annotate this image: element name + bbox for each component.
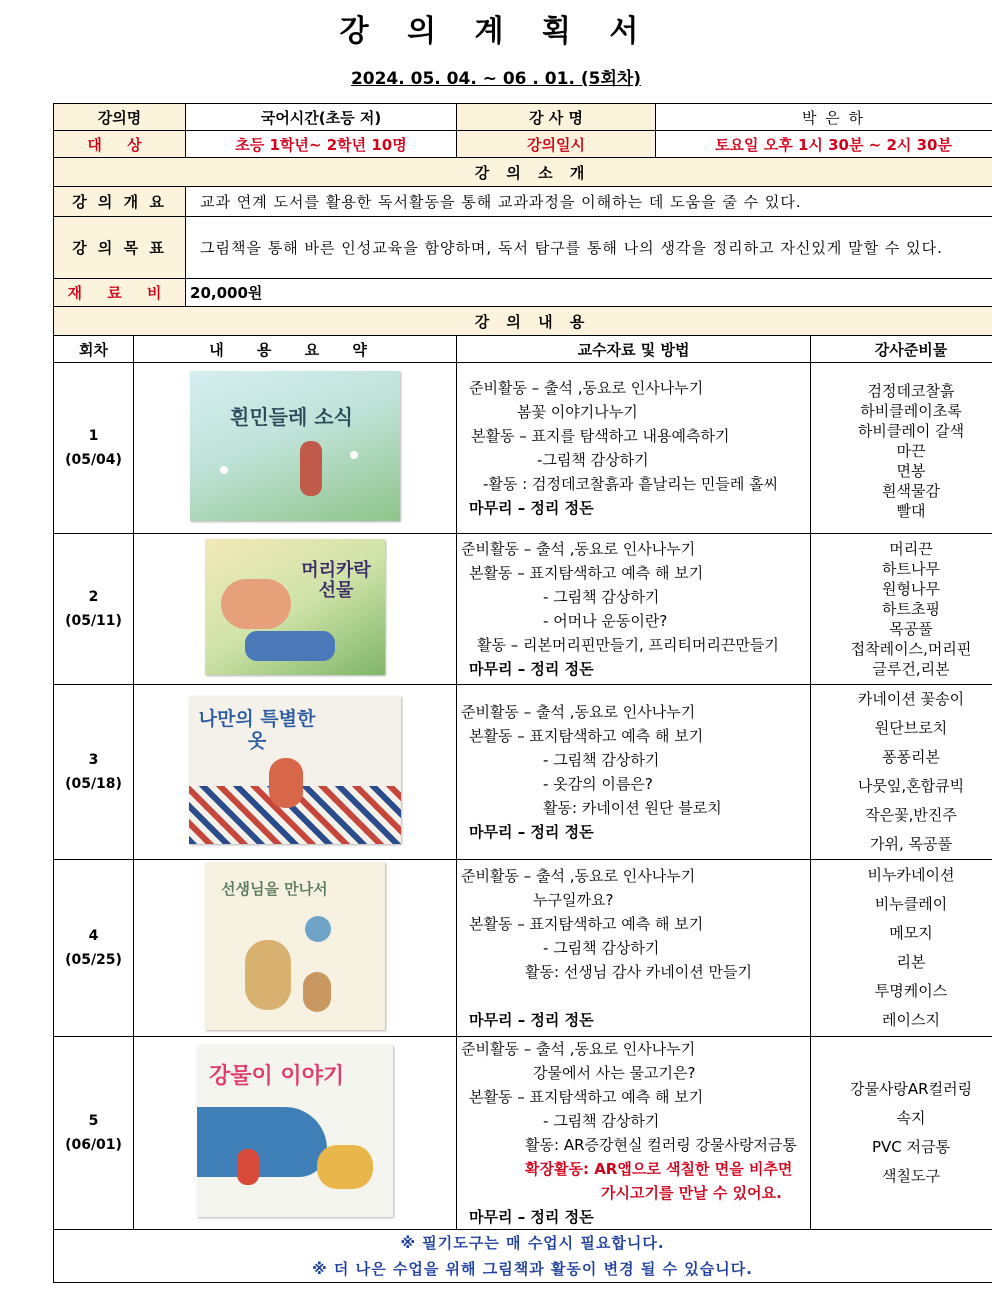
extension-activity-line: 확장활동: AR앱으로 색칠한 면을 비추면	[525, 1160, 793, 1178]
target-label: 대 상	[54, 131, 186, 158]
session-number: 2	[88, 589, 99, 605]
method-line: 준비활동 – 출석 ,동요로 인사나누기	[461, 1040, 696, 1058]
overview-label: 강 의 개 요	[54, 187, 186, 217]
method-line: - 어머나 운동이란?	[543, 612, 668, 630]
material-item: 메모지	[889, 924, 933, 942]
table-row	[54, 534, 992, 685]
method-line: 본활동 – 표지탐색하고 예측 해 보기	[469, 727, 704, 745]
material-item: 하비클레이 갈색	[857, 422, 965, 440]
teacher-value: 박 은 하	[656, 104, 992, 131]
material-item: 속지	[896, 1109, 926, 1127]
dandelion-seed-illustration	[350, 451, 358, 459]
material-item: 카네이션 꽃송이	[857, 690, 965, 708]
method-line: 본활동 – 표지탐색하고 예측 해 보기	[469, 1088, 704, 1106]
method-line: 본활동 – 표지탐색하고 예측 해 보기	[469, 915, 704, 933]
header-summary: 내 용 요 약	[134, 336, 457, 363]
session-number: 4	[88, 928, 99, 944]
method-line: 누구일까요?	[533, 891, 614, 909]
material-item: 검정데코찰흙	[867, 382, 955, 400]
session-date: (05/18)	[65, 776, 122, 792]
table-row	[54, 685, 992, 860]
material-item: 원형나무	[882, 580, 940, 598]
session-number-cell	[54, 363, 134, 534]
overview-text: 교과 연계 도서를 활용한 독서활동을 통해 교과과정을 이해하는 데 도움을 줄 수 있다.	[186, 187, 992, 217]
materials-cell	[811, 534, 992, 685]
material-item: 면봉	[896, 462, 926, 480]
goal-text: 그림책을 통해 바른 인성교육을 함양하며, 독서 탐구를 통해 나의 생각을 정리하고 자신있게 말할 수 있다.	[186, 217, 992, 279]
teacher-label: 강 사 명	[457, 104, 656, 131]
method-wrapup: 마무리 – 정리 정돈	[469, 660, 594, 678]
material-item: 리본	[896, 953, 926, 971]
book-cover-cell	[134, 363, 457, 534]
material-item: 비누클레이	[874, 895, 948, 913]
method-line: 본활동 – 표지를 탐색하고 내용예측하기	[471, 427, 730, 445]
method-line: - 옷감의 이름은?	[543, 775, 653, 793]
river-wave-illustration	[197, 1107, 327, 1177]
book-cover-image	[189, 696, 401, 844]
material-item: 투명케이스	[874, 982, 948, 1000]
method-line: 활동: 카네이션 원단 블로치	[543, 799, 722, 817]
session-number: 5	[88, 1113, 99, 1129]
intro-section-header: 강 의 소 개	[54, 158, 992, 187]
method-wrapup: 마무리 – 정리 정돈	[469, 1208, 594, 1226]
materials-cell	[811, 860, 992, 1037]
session-number-cell	[54, 534, 134, 685]
extension-activity-line: 가시고기를 만날 수 있어요.	[601, 1184, 782, 1202]
material-item: 나뭇잎,혼합큐빅	[857, 777, 965, 795]
header-methods: 교수자료 및 방법	[457, 336, 811, 363]
child-figure-illustration	[237, 1149, 259, 1185]
deer-illustration	[317, 1145, 373, 1189]
book-cover-cell	[134, 1037, 457, 1230]
method-line: - 그림책 감상하기	[543, 939, 660, 957]
table-row	[54, 363, 992, 534]
method-line: -활동 : 검정데코찰흙과 흩날리는 민들레 홀씨	[483, 475, 779, 493]
book-cover-cell	[134, 534, 457, 685]
material-item: 원단브로치	[874, 719, 948, 737]
book-title: 강물이 이야기	[209, 1064, 345, 1089]
session-number-cell	[54, 1037, 134, 1230]
methods-cell	[457, 534, 811, 685]
material-item: 흰색물감	[882, 482, 940, 500]
book-title: 나만의 특별한 옷	[198, 708, 316, 752]
materials-cell	[811, 685, 992, 860]
session-number: 3	[88, 752, 99, 768]
footer-note: ※ 필기도구는 매 수업시 필요합니다.	[400, 1234, 665, 1252]
material-item: 색칠도구	[882, 1167, 940, 1185]
material-item: 목공풀	[889, 620, 933, 638]
methods-cell	[457, 860, 811, 1037]
fee-label: 재 료 비	[54, 279, 186, 307]
method-line: -그림책 감상하기	[537, 451, 649, 469]
children-clothes-illustration	[245, 631, 335, 661]
method-wrapup: 마무리 – 정리 정돈	[469, 499, 594, 517]
table-row	[54, 860, 992, 1037]
material-item: 비누카네이션	[867, 866, 955, 884]
method-line: 준비활동 – 출석 ,동요로 인사나누기	[461, 540, 696, 558]
material-item: 머리끈	[889, 540, 933, 558]
session-number: 1	[88, 428, 99, 444]
schedule-label: 강의일시	[457, 131, 656, 158]
book-title: 흰민들레 소식	[230, 405, 353, 429]
goal-label: 강 의 목 표	[54, 217, 186, 279]
method-line: 활동: 선생님 감사 카네이션 만들기	[525, 963, 753, 981]
session-date: (05/04)	[65, 452, 122, 468]
dandelion-seed-illustration	[220, 466, 228, 474]
book-cover-image	[205, 862, 385, 1030]
book-cover-image	[197, 1045, 393, 1217]
material-item: 마끈	[896, 442, 926, 460]
book-title: 머리카락 선물	[301, 560, 371, 601]
material-item: 글루건,리본	[872, 660, 950, 678]
document-title: 강 의 계 획 서	[339, 14, 653, 49]
session-date: (05/25)	[65, 952, 122, 968]
material-item: 하비클레이초록	[860, 402, 962, 420]
material-item: 접착레이스,머리핀	[850, 640, 972, 658]
book-cover-image	[190, 371, 400, 521]
book-title: 선생님을 만나서	[221, 880, 328, 898]
content-section-header: 강 의 내 용	[54, 307, 992, 336]
target-value: 초등 1학년~ 2학년 10명	[186, 131, 457, 158]
session-date: (05/11)	[65, 613, 122, 629]
method-line: 봄꽃 이야기나누기	[517, 403, 638, 421]
method-line: 준비활동 – 출석 ,동요로 인사나누기	[469, 379, 704, 397]
material-item: 하트초핑	[882, 600, 940, 618]
materials-cell	[811, 1037, 992, 1230]
method-line: - 그림책 감상하기	[543, 751, 660, 769]
session-number-cell	[54, 685, 134, 860]
methods-cell	[457, 685, 811, 860]
header-session: 회차	[54, 336, 134, 363]
material-item: 작은꽃,반진주	[865, 806, 957, 824]
book-cover-cell	[134, 685, 457, 860]
header-materials: 강사준비물	[811, 336, 992, 363]
materials-cell	[811, 363, 992, 534]
session-number-cell	[54, 860, 134, 1037]
fee-value: 20,000원	[186, 279, 992, 307]
girl-figure-illustration	[269, 758, 303, 808]
book-cover-image	[205, 539, 385, 675]
course-name-label: 강의명	[54, 104, 186, 131]
globe-balloon-illustration	[305, 916, 331, 942]
material-item: 강물사랑AR컬러링	[849, 1080, 973, 1098]
course-name-value: 국어시간(초등 저)	[186, 104, 457, 131]
footer-notes	[54, 1230, 992, 1283]
material-item: 레이스지	[882, 1011, 940, 1029]
material-item: 하트나무	[882, 560, 940, 578]
method-line: 활동 – 리본머리핀만들기, 프리티머리끈만들기	[477, 636, 779, 654]
material-item: PVC 저금통	[872, 1138, 951, 1156]
method-line: 본활동 – 표지탐색하고 예측 해 보기	[469, 564, 704, 582]
bear-illustration	[245, 940, 291, 1010]
method-line: 준비활동 – 출석 ,동요로 인사나누기	[461, 867, 696, 885]
method-line: 강물에서 사는 물고기은?	[533, 1064, 696, 1082]
method-wrapup: 마무리 – 정리 정돈	[469, 1011, 594, 1029]
book-cover-cell	[134, 860, 457, 1037]
method-line: 준비활동 – 출석 ,동요로 인사나누기	[461, 703, 696, 721]
method-wrapup: 마무리 – 정리 정돈	[469, 823, 594, 841]
lecture-plan-table	[53, 103, 992, 1283]
children-illustration	[221, 579, 291, 629]
table-row	[54, 1037, 992, 1230]
date-range: 2024. 05. 04. ~ 06 . 01. (5회차)	[350, 69, 642, 89]
schedule-value: 토요일 오후 1시 30분 ~ 2시 30분	[656, 131, 992, 158]
child-figure-illustration	[300, 441, 322, 496]
method-line: - 그림책 감상하기	[543, 588, 660, 606]
bear-cub-illustration	[303, 972, 331, 1012]
material-item: 가위, 목공풀	[870, 835, 953, 853]
material-item: 퐁퐁리본	[882, 748, 940, 766]
method-line: - 그림책 감상하기	[543, 1112, 660, 1130]
material-item: 빨대	[896, 502, 926, 520]
methods-cell	[457, 1037, 811, 1230]
methods-cell	[457, 363, 811, 534]
session-date: (06/01)	[65, 1137, 122, 1153]
footer-note: ※ 더 나은 수업을 위해 그림책과 활동이 변경 될 수 있습니다.	[312, 1260, 753, 1278]
method-line: 활동: AR증강현실 컬러링 강물사랑저금통	[525, 1136, 797, 1154]
